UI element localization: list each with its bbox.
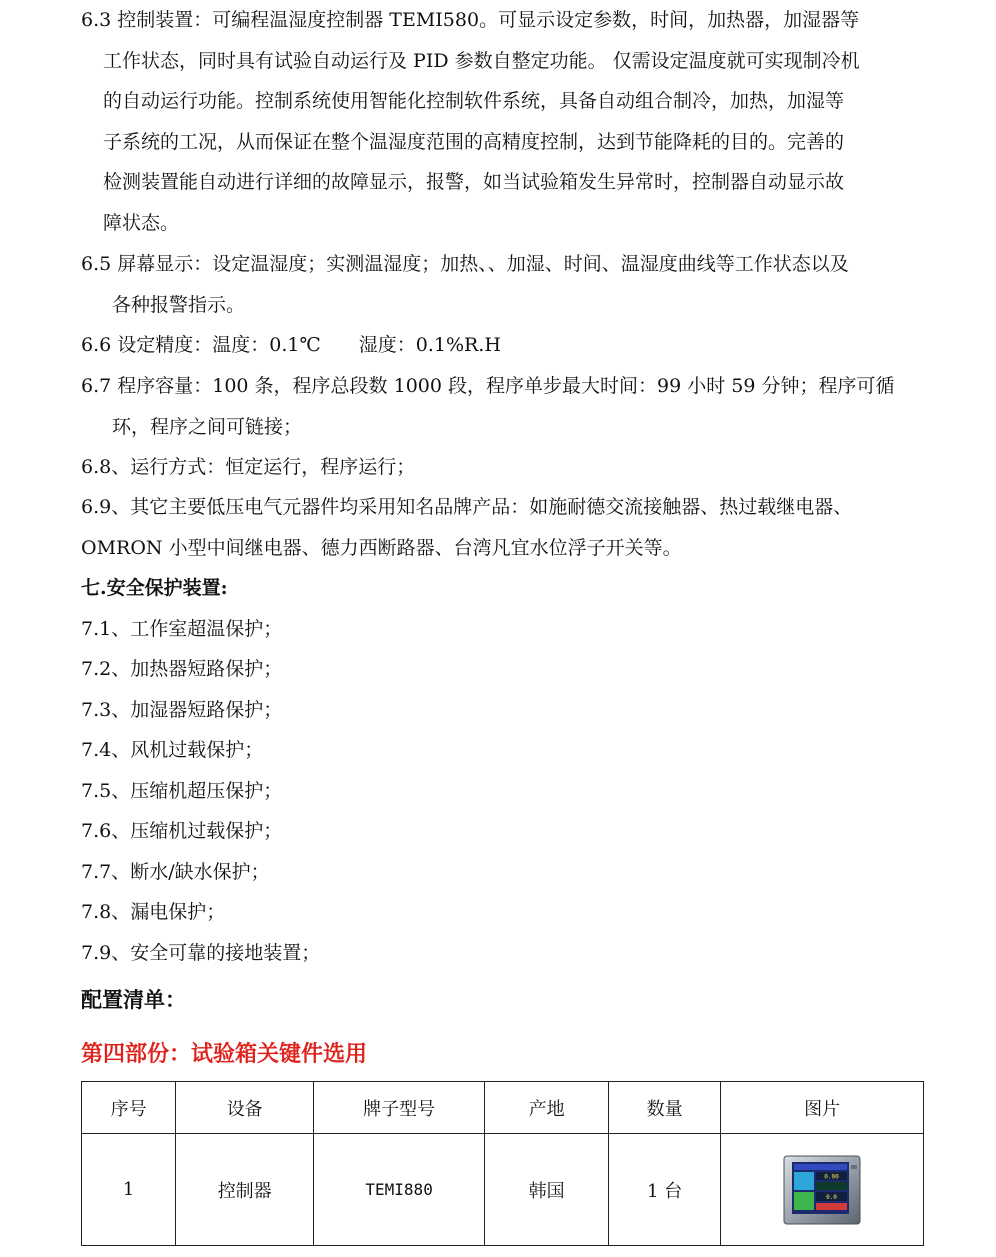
item-6-3-line: 障状态。 [103, 211, 180, 234]
cell-origin: 韩国 [485, 1134, 609, 1246]
header-quantity: 数量 [609, 1082, 721, 1134]
section-7-item: 7.5、压缩机超压保护； [81, 780, 283, 802]
controller-photo [783, 1155, 861, 1225]
item-6-9-cont: OMRON 小型中间继电器、德力西断路器、台湾凡宜水位浮子开关等。 [81, 536, 682, 559]
cell-device: 控制器 [176, 1134, 314, 1246]
section-7-item: 7.8、漏电保护； [81, 901, 226, 923]
section-7-item: 7.2、加热器短路保护； [81, 658, 283, 680]
cell-quantity: 1 台 [609, 1134, 721, 1246]
item-6-5-cont: 各种报警指示。 [112, 293, 246, 316]
item-6-9-lead: 6.9、其它主要低压电气元器件均采用知名品牌产品：如施耐德交流接触器、热过载继电器、 [81, 496, 853, 518]
item-6-9 [81, 487, 917, 568]
item-6-3 [81, 0, 917, 244]
header-no: 序号 [82, 1082, 176, 1134]
section-7-item: 7.6、压缩机过载保护； [81, 820, 283, 842]
header-origin: 产地 [485, 1082, 609, 1134]
header-picture: 图片 [721, 1082, 924, 1134]
cell-picture [721, 1134, 924, 1246]
item-6-7-cont: 环，程序之间可链接； [112, 415, 303, 438]
item-6-3-line: 工作状态，同时具有试验自动运行及 PID 参数自整定功能。 仅需设定温度就可实现制冷机 [103, 49, 860, 72]
section-7-item: 7.3、加湿器短路保护； [81, 699, 283, 721]
section-7-item: 7.9、安全可靠的接地装置； [81, 942, 321, 964]
item-6-3-line: 的自动运行功能。控制系统使用智能化控制软件系统，具备自动组合制冷，加热，加湿等 [103, 90, 845, 113]
item-6-6: 6.6 设定精度：温度：0.1℃ 湿度：0.1%R.H [81, 334, 501, 356]
section-7-item: 7.1、工作室超温保护； [81, 618, 283, 640]
section-7-item: 7.7、断水/缺水保护； [81, 861, 270, 883]
item-6-3-lead: 6.3 控制装置：可编程温湿度控制器 TEMI580。可显示设定参数，时间，加热器，加湿器等 [81, 9, 860, 31]
controller-reading-top: 0.00 [824, 1173, 839, 1180]
item-6-8: 6.8、运行方式：恒定运行，程序运行； [81, 456, 416, 478]
item-6-5 [81, 244, 917, 325]
item-6-3-line: 检测装置能自动进行详细的故障显示，报警，如当试验箱发生异常时，控制器自动显示故 [103, 171, 845, 194]
section-7-title: 七.安全保护装置: [81, 577, 228, 599]
part-4-title: 第四部份：试验箱关键件选用 [81, 1041, 368, 1067]
key-parts-table [81, 1081, 924, 1246]
table-header-row [82, 1082, 924, 1134]
cell-model: TEMI880 [314, 1134, 485, 1246]
item-6-3-line: 子系统的工况，从而保证在整个温湿度范围的高精度控制，达到节能降耗的目的。完善的 [103, 130, 845, 153]
table-row [82, 1134, 924, 1246]
item-6-5-lead: 6.5 屏幕显示：设定温湿度；实测温湿度；加热、、加湿、时间、温湿度曲线等工作状态以及 [81, 253, 849, 275]
controller-reading-bottom: 0.0 [826, 1193, 837, 1201]
section-7-item: 7.4、风机过载保护； [81, 739, 264, 761]
header-model: 牌子型号 [314, 1082, 485, 1134]
item-6-7-lead: 6.7 程序容量：100 条，程序总段数 1000 段，程序单步最大时间：99 小时 59 分钟；程序可循 [81, 375, 895, 397]
item-6-7 [81, 366, 917, 447]
config-list-title: 配置清单： [81, 987, 186, 1012]
header-device: 设备 [176, 1082, 314, 1134]
cell-no: 1 [82, 1134, 176, 1246]
